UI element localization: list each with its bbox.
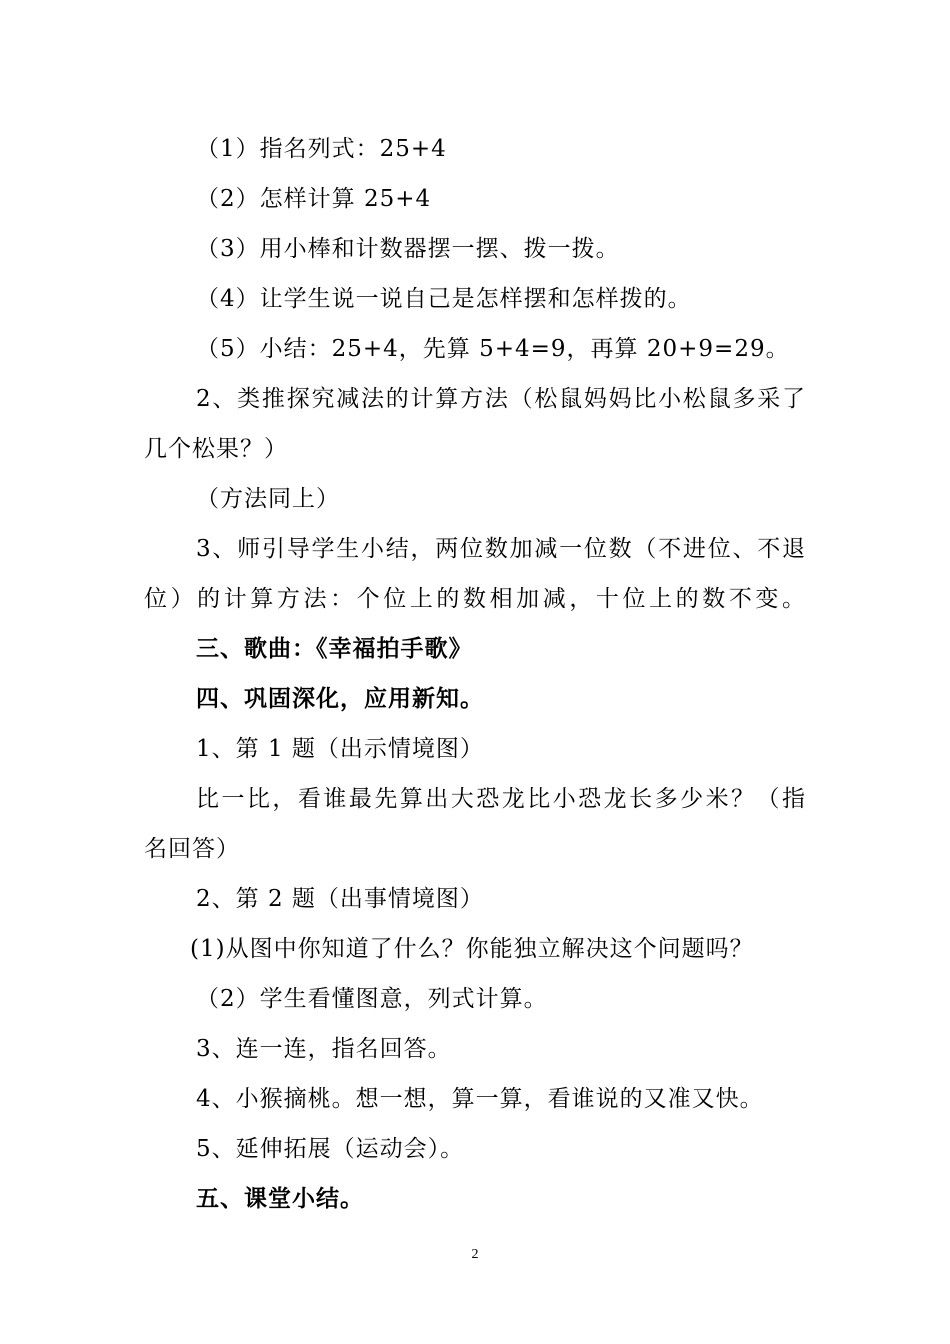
method-same-line: （方法同上） [196, 486, 340, 512]
exercise-2-sub-2: （2）学生看懂图意，列式计算。 [196, 986, 548, 1012]
exercise-5-line: 5、延伸拓展（运动会）。 [196, 1136, 465, 1162]
paragraph-2-line-1: 2、类推探究减法的计算方法（松鼠妈妈比小松鼠多采了 [196, 386, 806, 412]
exercise-1-line: 1、第 1 题（出示情境图） [196, 736, 484, 762]
step-3-line: （3）用小棒和计数器摆一摆、拨一拨。 [196, 236, 620, 262]
step-4-line: （4）让学生说一说自己是怎样摆和怎样拨的。 [196, 286, 692, 312]
exercise-2-line: 2、第 2 题（出事情境图） [196, 886, 484, 912]
step-2-line: （2）怎样计算 25+4 [196, 186, 432, 212]
exercise-2-sub-1: (1)从图中你知道了什么？你能独立解决这个问题吗？ [190, 936, 754, 962]
exercise-1-question-line-1: 比一比，看谁最先算出大恐龙比小恐龙长多少米？（指 [196, 786, 806, 812]
section-4-heading: 四、巩固深化，应用新知。 [196, 685, 484, 712]
exercise-3-line: 3、连一连，指名回答。 [196, 1036, 452, 1062]
section-3-heading: 三、歌曲：《幸福拍手歌》 [196, 635, 473, 662]
page-number: 2 [471, 1247, 479, 1262]
exercise-4-line: 4、小猴摘桃。想一想，算一算，看谁说的又准又快。 [196, 1086, 764, 1112]
section-5-heading: 五、课堂小结。 [196, 1185, 364, 1212]
paragraph-3-line-2: 位）的计算方法：个位上的数相加减，十位上的数不变。 [144, 586, 806, 612]
step-5-line: （5）小结：25+4，先算 5+4=9，再算 20+9=29。 [196, 336, 790, 362]
paragraph-3-line-1: 3、师引导学生小结，两位数加减一位数（不进位、不退 [196, 536, 806, 562]
exercise-1-question-line-2: 名回答） [144, 836, 240, 862]
step-1-line: （1）指名列式：25+4 [196, 136, 447, 162]
paragraph-2-line-2: 几个松果？） [144, 436, 288, 462]
